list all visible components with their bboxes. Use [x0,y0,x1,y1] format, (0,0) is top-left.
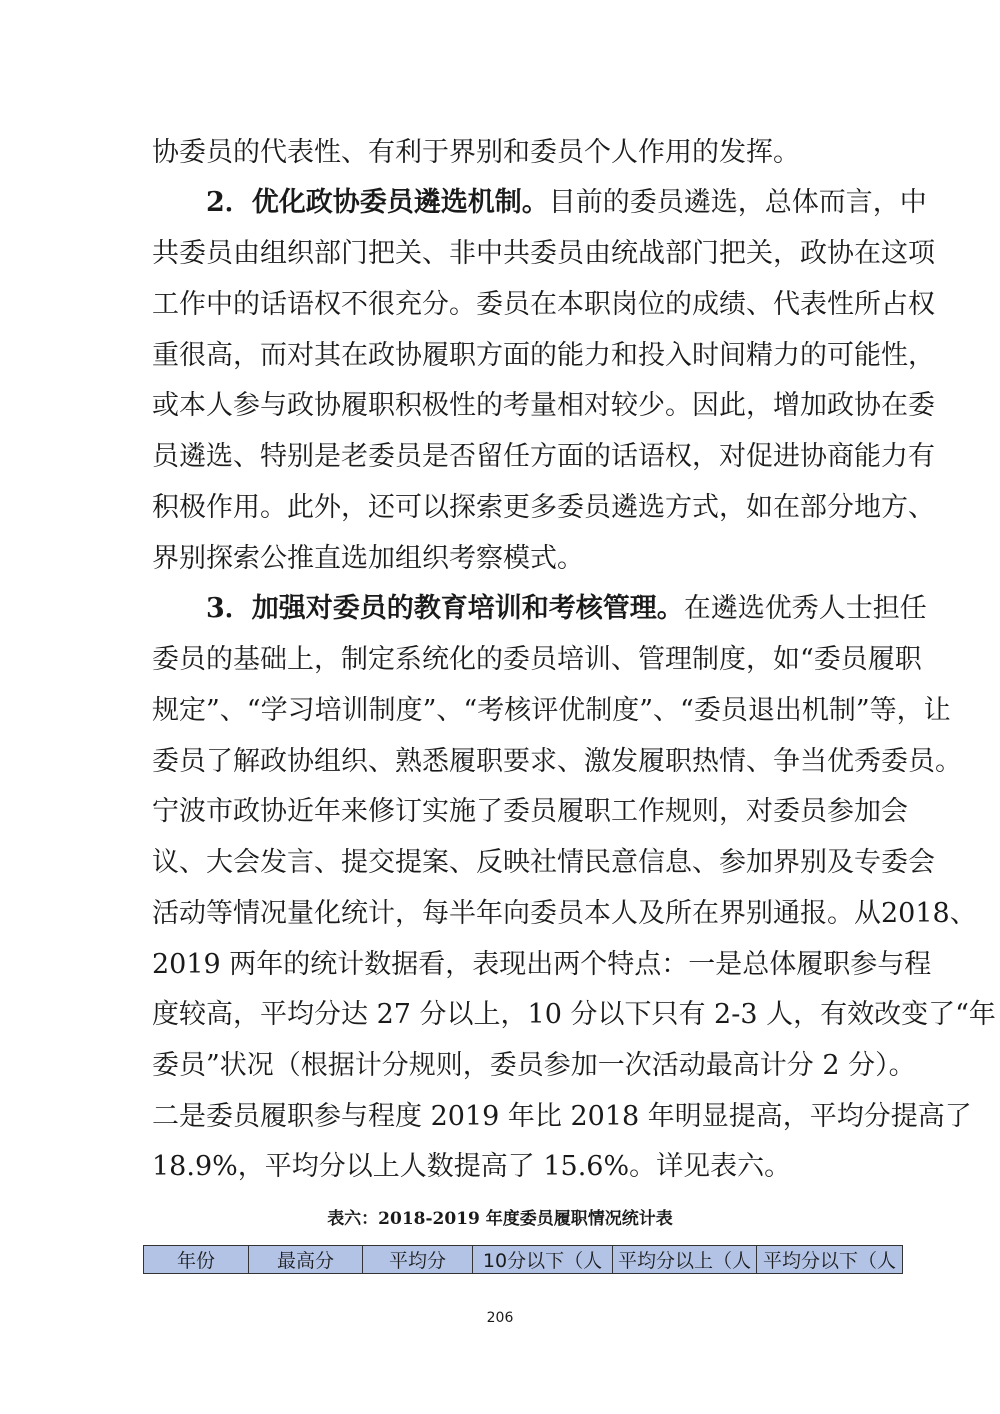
column-header-below-avg: 平均分以下（人 [757,1246,903,1274]
paragraph-line: 积极作用。此外，还可以探索更多委员遴选方式，如在部分地方、 [152,492,935,523]
heading-bold-text: 2．优化政协委员遴选机制。 [206,187,549,218]
table-caption: 表六：2018-2019 年度委员履职情况统计表 [327,1209,673,1229]
paragraph-line: 度较高，平均分达 27 分以上，10 分以下只有 2-3 人，有效改变了“年 [152,999,996,1030]
stats-table [143,1245,903,1274]
column-header-below-10: 10分以下（人 [473,1246,613,1274]
page-number: 206 [486,1310,514,1326]
heading-bold-text: 3．加强对委员的教育培训和考核管理。 [206,593,684,624]
column-header-year: 年份 [144,1246,249,1274]
paragraph-line: 议、大会发言、提交提案、反映社情民意信息、参加界别及专委会 [152,847,935,878]
paragraph-line: 重很高，而对其在政协履职方面的能力和投入时间精力的可能性， [152,340,935,371]
column-header-max: 最高分 [249,1246,363,1274]
paragraph-line: 共委员由组织部门把关、非中共委员由统战部门把关，政协在这项 [152,238,935,269]
paragraph-line: 员遴选、特别是老委员是否留任方面的话语权，对促进协商能力有 [152,441,935,472]
section-heading-2 [206,186,927,220]
paragraph-line: 二是委员履职参与程度 2019 年比 2018 年明显提高，平均分提高了 [152,1101,972,1132]
column-header-above-avg: 平均分以上（人 [613,1246,757,1274]
paragraph-line: 工作中的话语权不很充分。委员在本职岗位的成绩、代表性所占权 [152,289,935,320]
paragraph-line: 活动等情况量化统计，每半年向委员本人及所在界别通报。从2018、 [152,898,977,929]
table-header-row [144,1246,903,1274]
paragraph-line: 界别探索公推直选加组织考察模式。 [152,543,584,574]
heading-rest-text: 目前的委员遴选，总体而言，中 [548,187,927,218]
paragraph-line: 规定”、“学习培训制度”、“考核评优制度”、“委员退出机制”等，让 [152,695,951,726]
paragraph-line: 18.9%，平均分以上人数提高了 15.6%。详见表六。 [152,1151,792,1182]
column-header-avg: 平均分 [363,1246,473,1274]
paragraph-line: 委员的基础上，制定系统化的委员培训、管理制度，如“委员履职 [152,644,922,675]
paragraph-line: 委员了解政协组织、熟悉履职要求、激发履职热情、争当优秀委员。 [152,746,962,777]
paragraph-line: 或本人参与政协履职积极性的考量相对较少。因此，增加政协在委 [152,390,935,421]
heading-rest-text: 在遴选优秀人士担任 [683,593,927,624]
section-heading-3 [206,592,927,626]
paragraph-line: 委员”状况（根据计分规则，委员参加一次活动最高计分 2 分）。 [152,1050,916,1081]
paragraph-line: 2019 两年的统计数据看，表现出两个特点：一是总体履职参与程 [152,949,932,980]
paragraph-line: 宁波市政协近年来修订实施了委员履职工作规则，对委员参加会 [152,796,908,827]
paragraph-line: 协委员的代表性、有利于界别和委员个人作用的发挥。 [152,137,800,168]
